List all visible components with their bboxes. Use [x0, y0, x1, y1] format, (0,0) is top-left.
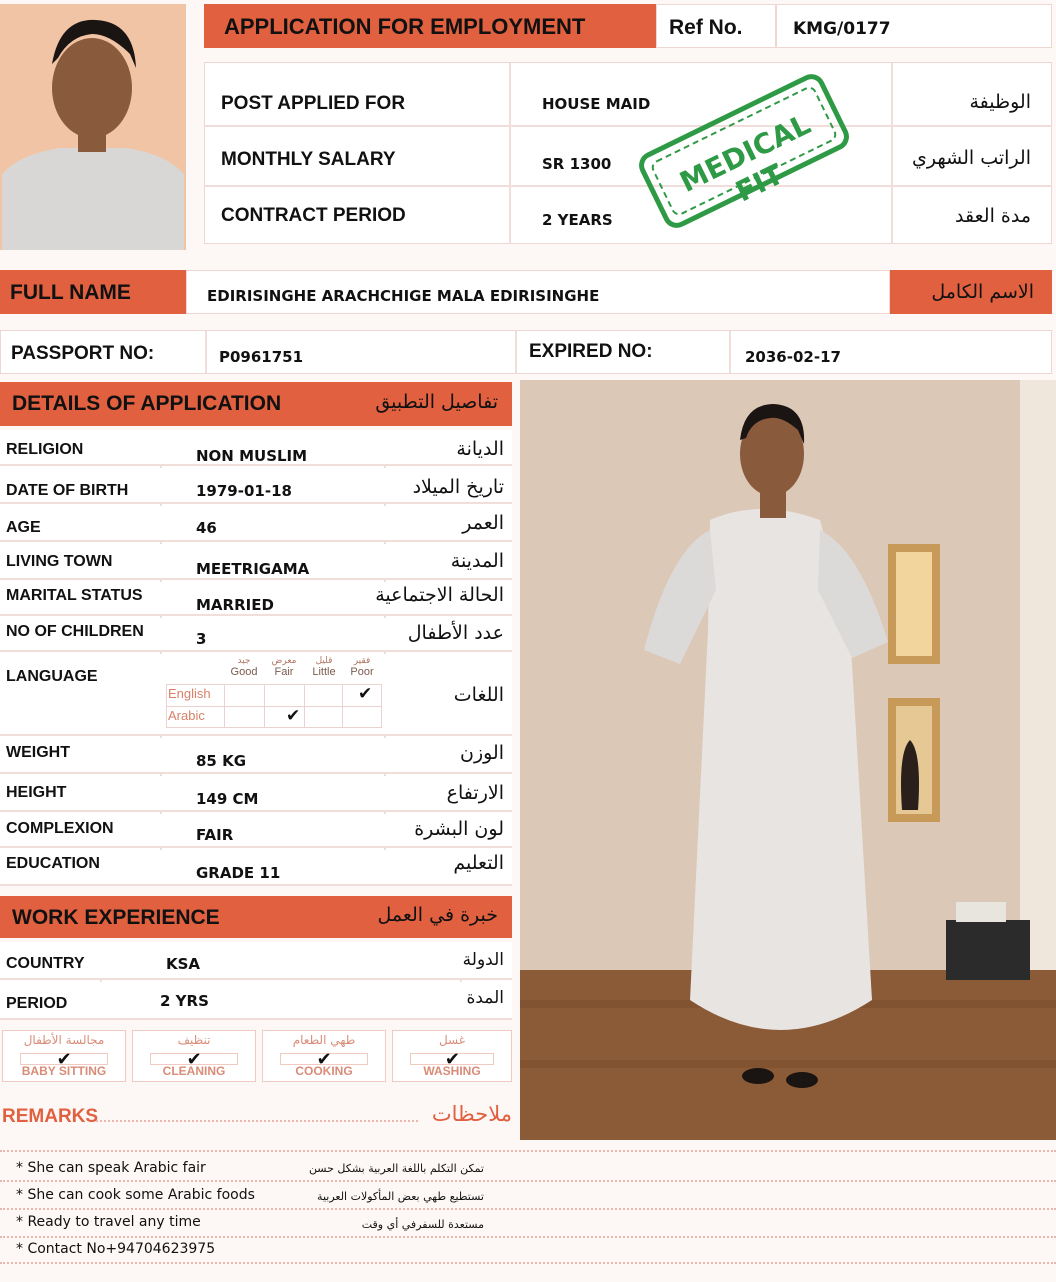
remark-3-arabic: مستعدة للسفرفي أي وقت — [361, 1218, 484, 1231]
ref-value-cell — [776, 4, 1052, 48]
language-grid — [166, 654, 382, 734]
detail-row-education: EDUCATION GRADE 11 التعليم — [0, 850, 512, 886]
cleaning-check-icon: ✔ — [186, 1049, 202, 1069]
post-applied-value: HOUSE MAID — [542, 95, 651, 113]
post-table — [204, 62, 1052, 244]
passport-row — [0, 330, 1052, 374]
ref-value: KMG/0177 — [793, 19, 891, 39]
portrait-photo — [0, 4, 186, 250]
ref-label-cell — [656, 4, 776, 48]
remark-4: * Contact No+94704623975 — [16, 1241, 216, 1257]
contract-period-value: 2 YEARS — [542, 211, 613, 229]
remarks-title: REMARKS — [2, 1106, 99, 1127]
detail-row-religion: RELIGION NON MUSLIM الديانة — [0, 430, 512, 466]
lang-english: English — [168, 686, 211, 701]
details-title: DETAILS OF APPLICATION — [12, 392, 282, 415]
detail-row-language: LANGUAGE اللغات جيد Good معرض Fair قليل Little فقير Poor English Arabic ✔ ✔ — [0, 654, 512, 736]
ref-label: Ref No. — [669, 16, 743, 39]
detail-row-weight: WEIGHT 85 KG الوزن — [0, 738, 512, 774]
detail-row-height: HEIGHT 149 CM الارتفاع — [0, 776, 512, 812]
full-name-label: FULL NAME — [10, 281, 131, 304]
skill-washing: غسل ✔ WASHING — [392, 1030, 512, 1082]
expired-label: EXPIRED NO: — [529, 341, 653, 362]
skill-baby-sitting: مجالسة الأطفال ✔ BABY SITTING — [2, 1030, 126, 1082]
full-name-arabic-cell — [890, 270, 1052, 314]
post-applied-label: POST APPLIED FOR — [221, 93, 406, 114]
full-name-arabic: الاسم الكامل — [931, 281, 1034, 303]
arabic-check-icon: ✔ — [286, 706, 301, 725]
skill-cooking: طهي الطعام ✔ COOKING — [262, 1030, 386, 1082]
full-name-value-cell — [186, 270, 890, 314]
medical-fit-text: MEDICAL FIT — [674, 107, 816, 209]
passport-label: PASSPORT NO: — [11, 343, 155, 364]
lang-arabic: Arabic — [168, 708, 205, 723]
detail-row-dob: DATE OF BIRTH 1979-01-18 تاريخ الميلاد — [0, 468, 512, 504]
detail-row-complexion: COMPLEXION FAIR لون البشرة — [0, 814, 512, 848]
contract-period-label: CONTRACT PERIOD — [221, 205, 406, 226]
remarks-title-arabic: ملاحظات — [431, 1102, 512, 1126]
remark-2: * She can cook some Arabic foods — [16, 1187, 255, 1203]
english-check-icon: ✔ — [358, 684, 373, 703]
post-applied-arabic: الوظيفة — [969, 91, 1031, 113]
remark-1-arabic: تمكن التكلم باللغة العربية بشكل حسن — [308, 1162, 484, 1175]
cooking-check-icon: ✔ — [316, 1049, 332, 1069]
details-header — [0, 382, 512, 426]
work-header — [0, 896, 512, 938]
level-little: قليل Little — [312, 656, 336, 678]
skill-cleaning: تنظيف ✔ CLEANING — [132, 1030, 256, 1082]
detail-row-children: NO OF CHILDREN 3 عدد الأطفال — [0, 618, 512, 652]
application-title-bar — [204, 4, 656, 48]
baby-sitting-check-icon: ✔ — [56, 1049, 72, 1069]
full-name-label-cell — [0, 270, 186, 314]
details-title-arabic: تفاصيل التطبيق — [375, 391, 498, 413]
detail-row-age: AGE 46 العمر — [0, 506, 512, 542]
contract-period-arabic: مدة العقد — [955, 205, 1031, 227]
remark-3: * Ready to travel any time — [16, 1214, 201, 1230]
washing-check-icon: ✔ — [444, 1049, 460, 1069]
work-table — [0, 942, 512, 1020]
work-title-arabic: خبرة في العمل — [377, 904, 498, 926]
portrait-figure — [0, 4, 186, 250]
application-title: APPLICATION FOR EMPLOYMENT — [224, 14, 586, 39]
full-body-figure — [520, 380, 1056, 1140]
work-row-country: COUNTRY KSA الدولة — [0, 942, 512, 980]
detail-row-town: LIVING TOWN MEETRIGAMA المدينة — [0, 544, 512, 580]
detail-row-marital: MARITAL STATUS MARRIED الحالة الاجتماعية — [0, 582, 512, 616]
remarks-dots — [96, 1120, 418, 1122]
monthly-salary-label: MONTHLY SALARY — [221, 149, 396, 170]
level-good: جيد Good — [230, 656, 258, 678]
full-body-photo — [520, 380, 1056, 1140]
remark-2-arabic: تستطيع طهي بعض المأكولات العربية — [317, 1190, 484, 1203]
monthly-salary-arabic: الراتب الشهري — [912, 147, 1031, 169]
level-fair: معرض Fair — [271, 656, 297, 678]
details-table — [0, 430, 512, 886]
level-poor: فقير Poor — [350, 656, 374, 678]
work-title: WORK EXPERIENCE — [12, 906, 220, 929]
monthly-salary-value: SR 1300 — [542, 155, 612, 173]
remark-1: * She can speak Arabic fair — [16, 1160, 206, 1176]
expired-value: 2036-02-17 — [745, 348, 841, 366]
full-name-value: EDIRISINGHE ARACHCHIGE MALA EDIRISINGHE — [207, 287, 600, 305]
passport-value: P0961751 — [219, 348, 304, 366]
work-row-period: PERIOD 2 YRS المدة — [0, 982, 512, 1020]
